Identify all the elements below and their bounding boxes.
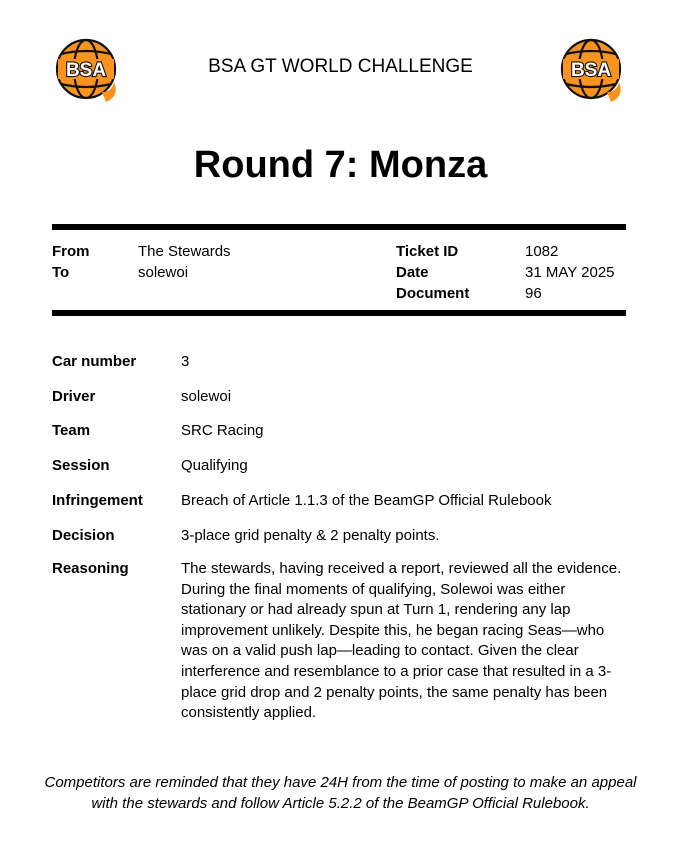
bsa-logo-text: BSA — [570, 60, 612, 81]
from-value: The Stewards — [138, 243, 231, 260]
ticket-id-label: Ticket ID — [396, 243, 459, 260]
bsa-logo-right — [555, 36, 627, 104]
session-label: Session — [52, 457, 110, 474]
round-title: Round 7: Monza — [193, 144, 488, 186]
driver-value: solewoi — [181, 388, 232, 405]
team-value: SRC Racing — [181, 422, 264, 439]
bsa-logo-text: BSA — [65, 60, 107, 81]
infringement-label: Infringement — [52, 492, 143, 509]
decision-value: 3-place grid penalty & 2 penalty points. — [181, 527, 440, 544]
to-label: To — [52, 264, 70, 281]
divider-bottom — [52, 310, 626, 316]
driver-label: Driver — [52, 388, 96, 405]
championship-title: BSA GT WORLD CHALLENGE — [208, 56, 473, 77]
date-value: 31 MAY 2025 — [525, 264, 615, 281]
decision-label: Decision — [52, 527, 115, 544]
session-value: Qualifying — [181, 457, 248, 474]
car-number-label: Car number — [52, 353, 137, 370]
date-label: Date — [396, 264, 429, 281]
infringement-value: Breach of Article 1.1.3 of the BeamGP Official Rulebook — [181, 492, 552, 509]
divider-top — [52, 224, 626, 230]
document-value: 96 — [525, 285, 542, 302]
car-number-value: 3 — [181, 353, 190, 370]
to-value: solewoi — [138, 264, 189, 281]
appeal-notice: Competitors are reminded that they have 24H from the time of posting to make an appeal with the stewards and follow Article 5.2.2 of the BeamGP Official Rulebook. — [44, 774, 637, 812]
document-label: Document — [396, 285, 470, 302]
reasoning-label: Reasoning — [52, 560, 129, 577]
ticket-id-value: 1082 — [525, 243, 559, 260]
team-label: Team — [52, 422, 91, 439]
from-label: From — [52, 243, 90, 260]
reasoning-value: The stewards, having received a report, reviewed all the evidence. During the final moments of qualifying, Solewoi was either stationary or had already spun at Turn 1, rendering any lap improvement unlikely. Despite this, he began racing Seas—who was on a valid push lap—leading to contact. Given the clear interference and resemblance to a prior case that resulted in a 3-place grid drop and 2 penalty points, the same penalty has been consistently applied. — [181, 560, 622, 722]
